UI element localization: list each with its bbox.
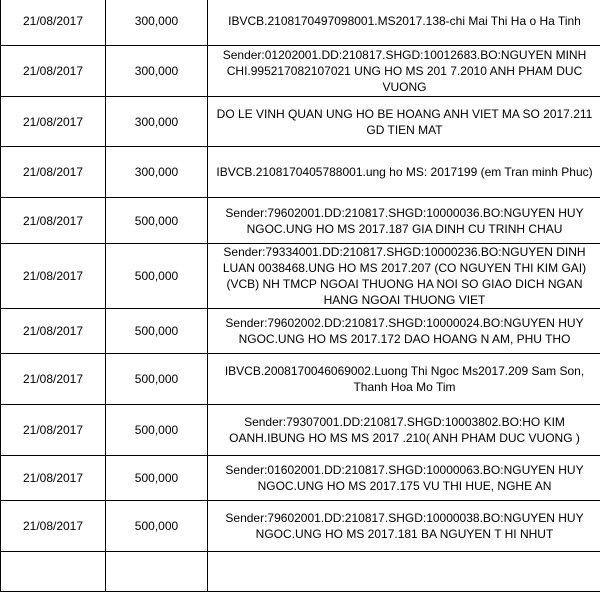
table-row [1,552,600,592]
amount-cell: 500,000 [106,244,208,309]
table-row [1,405,600,456]
date-cell: 21/08/2017 [1,405,106,456]
date-cell: 21/08/2017 [1,198,106,244]
table-row [1,97,600,147]
amount-cell: 500,000 [106,456,208,501]
description-cell: Sender:79602001.DD:210817.SHGD:10000036.BO:NGUYEN HUY NGOC.UNG HO MS 2017.187 GIA DINH CU TRINH CHAU [208,198,600,244]
date-cell: 21/08/2017 [1,0,106,46]
date-cell: 21/08/2017 [1,46,106,97]
amount-cell: 300,000 [106,46,208,97]
description-cell: IBVCB.2108170497098001.MS2017.138-chi Mai Thi Ha o Ha Tinh [208,0,600,46]
table-row [1,0,600,46]
date-cell: 21/08/2017 [1,456,106,501]
amount-cell: 500,000 [106,198,208,244]
amount-cell: 300,000 [106,97,208,147]
amount-cell: 300,000 [106,147,208,198]
amount-cell: 500,000 [106,501,208,552]
table-row [1,198,600,244]
table-row [1,456,600,501]
date-cell: 21/08/2017 [1,354,106,405]
description-cell: Sender:79602001.DD:210817.SHGD:10000038.BO:NGUYEN HUY NGOC.UNG HO MS 2017.181 BA NGUYEN T HI NHUT [208,501,600,552]
date-cell [1,552,106,592]
description-cell: Sender:01202001.DD:210817.SHGD:10012683.BO:NGUYEN MINH CHI.995217082107021 UNG HO MS 201 7.2010 ANH PHAM DUC VUONG [208,46,600,97]
amount-cell [106,552,208,592]
amount-cell: 500,000 [106,405,208,456]
description-cell: Sender:79602002.DD:210817.SHGD:10000024.BO:NGUYEN HUY NGOC.UNG HO MS 2017.172 DAO HOANG N AM, PHU THO [208,309,600,354]
date-cell: 21/08/2017 [1,244,106,309]
description-cell: Sender:79307001.DD:210817.SHGD:10003802.BO:HO KIM OANH.IBUNG HO MS MS 2017 .210( ANH PHAM DUC VUONG ) [208,405,600,456]
date-cell: 21/08/2017 [1,501,106,552]
table-row [1,354,600,405]
table-row [1,46,600,97]
amount-cell: 300,000 [106,0,208,46]
amount-cell: 500,000 [106,309,208,354]
date-cell: 21/08/2017 [1,97,106,147]
description-cell: Sender:79334001.DD:210817.SHGD:10000236.BO:NGUYEN DINH LUAN 0038468.UNG HO MS 2017.207 (CO NGUYEN THI KIM GAI) (VCB) NH TMCP NGOAI THUONG HA NOI SO GIAO DICH NGAN HANG NGOAI THUONG VIET [208,244,600,309]
description-cell [208,552,600,592]
table-row [1,244,600,309]
table-row [1,147,600,198]
description-cell: Sender:01602001.DD:210817.SHGD:10000063.BO:NGUYEN HUY NGOC.UNG HO MS 2017.175 VU THI HUE, NGHE AN [208,456,600,501]
amount-cell: 500,000 [106,354,208,405]
description-cell: IBVCB.2008170046069002.Luong Thi Ngoc Ms2017.209 Sam Son, Thanh Hoa Mo Tim [208,354,600,405]
description-cell: DO LE VINH QUAN UNG HO BE HOANG ANH VIET MA SO 2017.211 GD TIEN MAT [208,97,600,147]
date-cell: 21/08/2017 [1,147,106,198]
table-row [1,309,600,354]
date-cell: 21/08/2017 [1,309,106,354]
description-cell: IBVCB.2108170405788001.ung ho MS: 2017199 (em Tran minh Phuc) [208,147,600,198]
